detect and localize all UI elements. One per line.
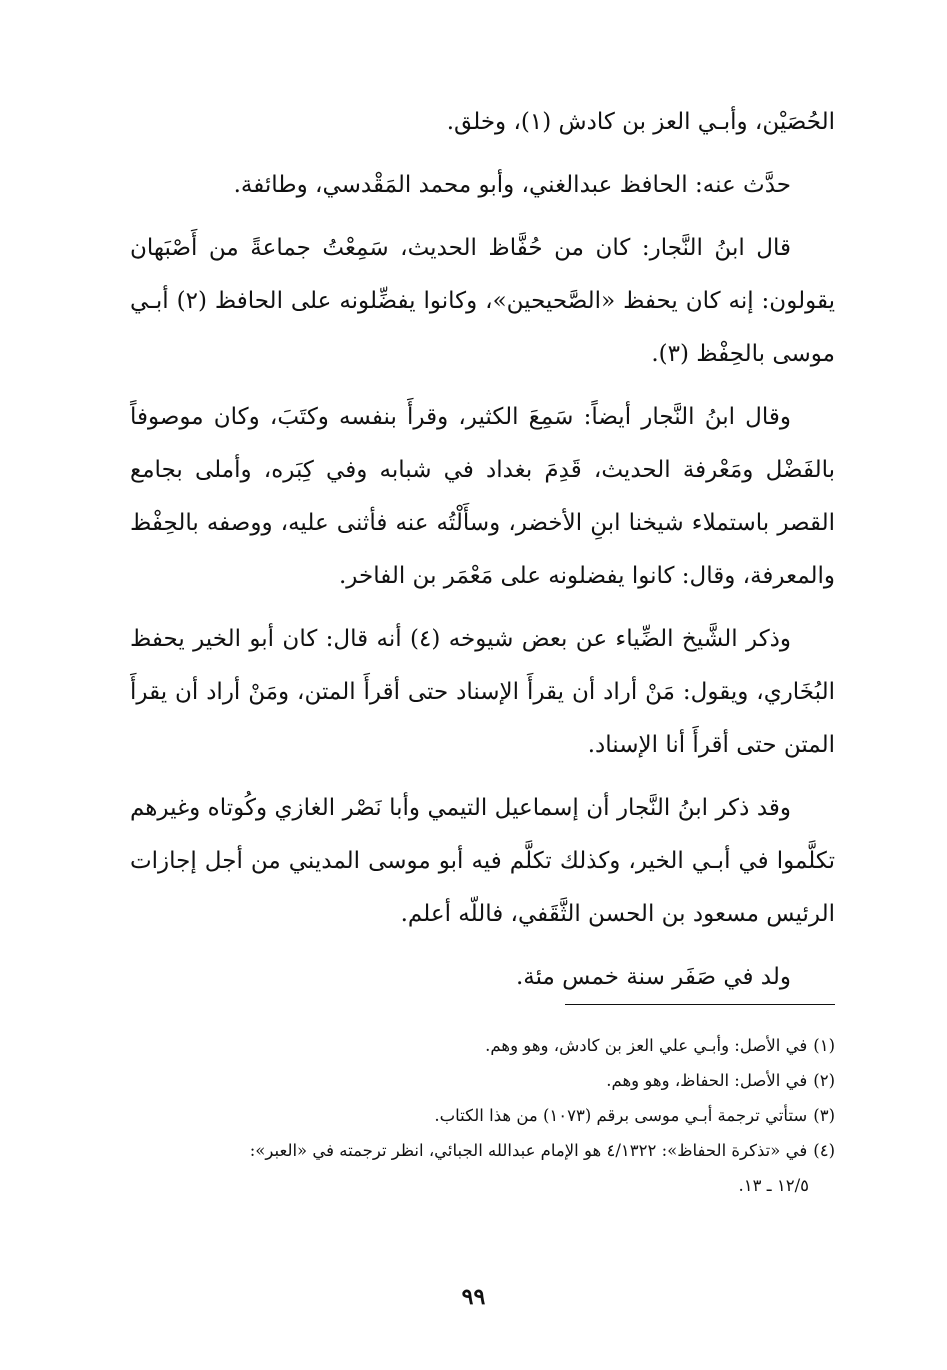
paragraph-2: حدَّث عنه: الحافظ عبدالغني، وأبو محمد المَقْدسي، وطائفة. [233, 172, 791, 198]
footnote-text: في الأصل: وأبـي علي العز بن كادش، وهو وهم. [485, 1036, 808, 1055]
footnote-1 [130, 1028, 835, 1063]
footnote-divider [565, 1004, 835, 1005]
footnote-number: (١) [813, 1036, 835, 1055]
paragraph-5: وذكر الشَّيخ الضِّياء عن بعض شيوخه (٤) أنه قال: كان أبو الخير يحفظ البُخَاري، ويقول: مَنْ أراد أن يقرأَ الإسناد حتى أقرأَ المتن، ومَنْ أراد أن يقرأَ المتن حتى أقرأَ أنا الإسناد. [130, 626, 835, 758]
footnote-text: في «تذكرة الحفاظ»: ٤/١٣٢٢ هو الإمام عبدالله الجبائي، انظر ترجمته في «العبر»: [249, 1141, 808, 1160]
footnote-number: (٤) [813, 1141, 835, 1160]
main-text [130, 96, 835, 1014]
footnote-2 [130, 1063, 835, 1098]
footnote-4 [130, 1133, 835, 1168]
footnote-4-continuation: ١٢/٥ ـ ١٣. [738, 1176, 809, 1195]
paragraph-4: وقال ابنُ النَّجار أيضاً: سَمِعَ الكثير، وقرأَ بنفسه وكتَبَ، وكان موصوفاً بالفَضْل ومَعْرفة الحديث، قَدِمَ بغداد في شبابه وفي كِبَره، وأملى بجامع القصر باستملاء شيخنا ابنِ الأخضر، وسأَلْتُه عنه فأثنى عليه، ووصفه بالحِفْظ والمعرفة، وقال: كانوا يفضلونه على مَعْمَر بن الفاخر. [130, 404, 835, 589]
footnote-text: في الأصل: الحفاظ، وهو وهم. [606, 1071, 808, 1090]
page-number: ٩٩ [461, 1284, 486, 1310]
footnote-number: (٢) [813, 1071, 835, 1090]
footnote-3 [130, 1098, 835, 1133]
paragraph-7: ولد في صَفَر سنة خمس مئة. [515, 964, 791, 990]
paragraph-6: وقد ذكر ابنُ النَّجار أن إسماعيل التيمي وأبا نَصْر الغازي وكُوتاه وغيرهم تكلَّموا في أبـي الخير، وكذلك تكلَّم فيه أبو موسى المديني من أجل إجازات الرئيس مسعود بن الحسن الثَّقَفي، فاللّه أعلم. [130, 795, 835, 927]
footnotes [130, 1028, 835, 1203]
paragraph-1: الحُصَيْن، وأبـي العز بن كادش (١)، وخلق. [446, 109, 835, 135]
footnote-text: ستأتي ترجمة أبـي موسى برقم (١٠٧٣) من هذا الكتاب. [434, 1106, 808, 1125]
paragraph-3: قال ابنُ النَّجار: كان من حُفَّاظ الحديث، سَمِعْتُ جماعةً من أَصْبَهان يقولون: إنه كان يحفظ «الصَّحيحين»، وكانوا يفضِّلونه على الحافظ (٢) أبـي موسى بالحِفْظ (٣). [130, 235, 835, 367]
footnote-number: (٣) [813, 1106, 835, 1125]
